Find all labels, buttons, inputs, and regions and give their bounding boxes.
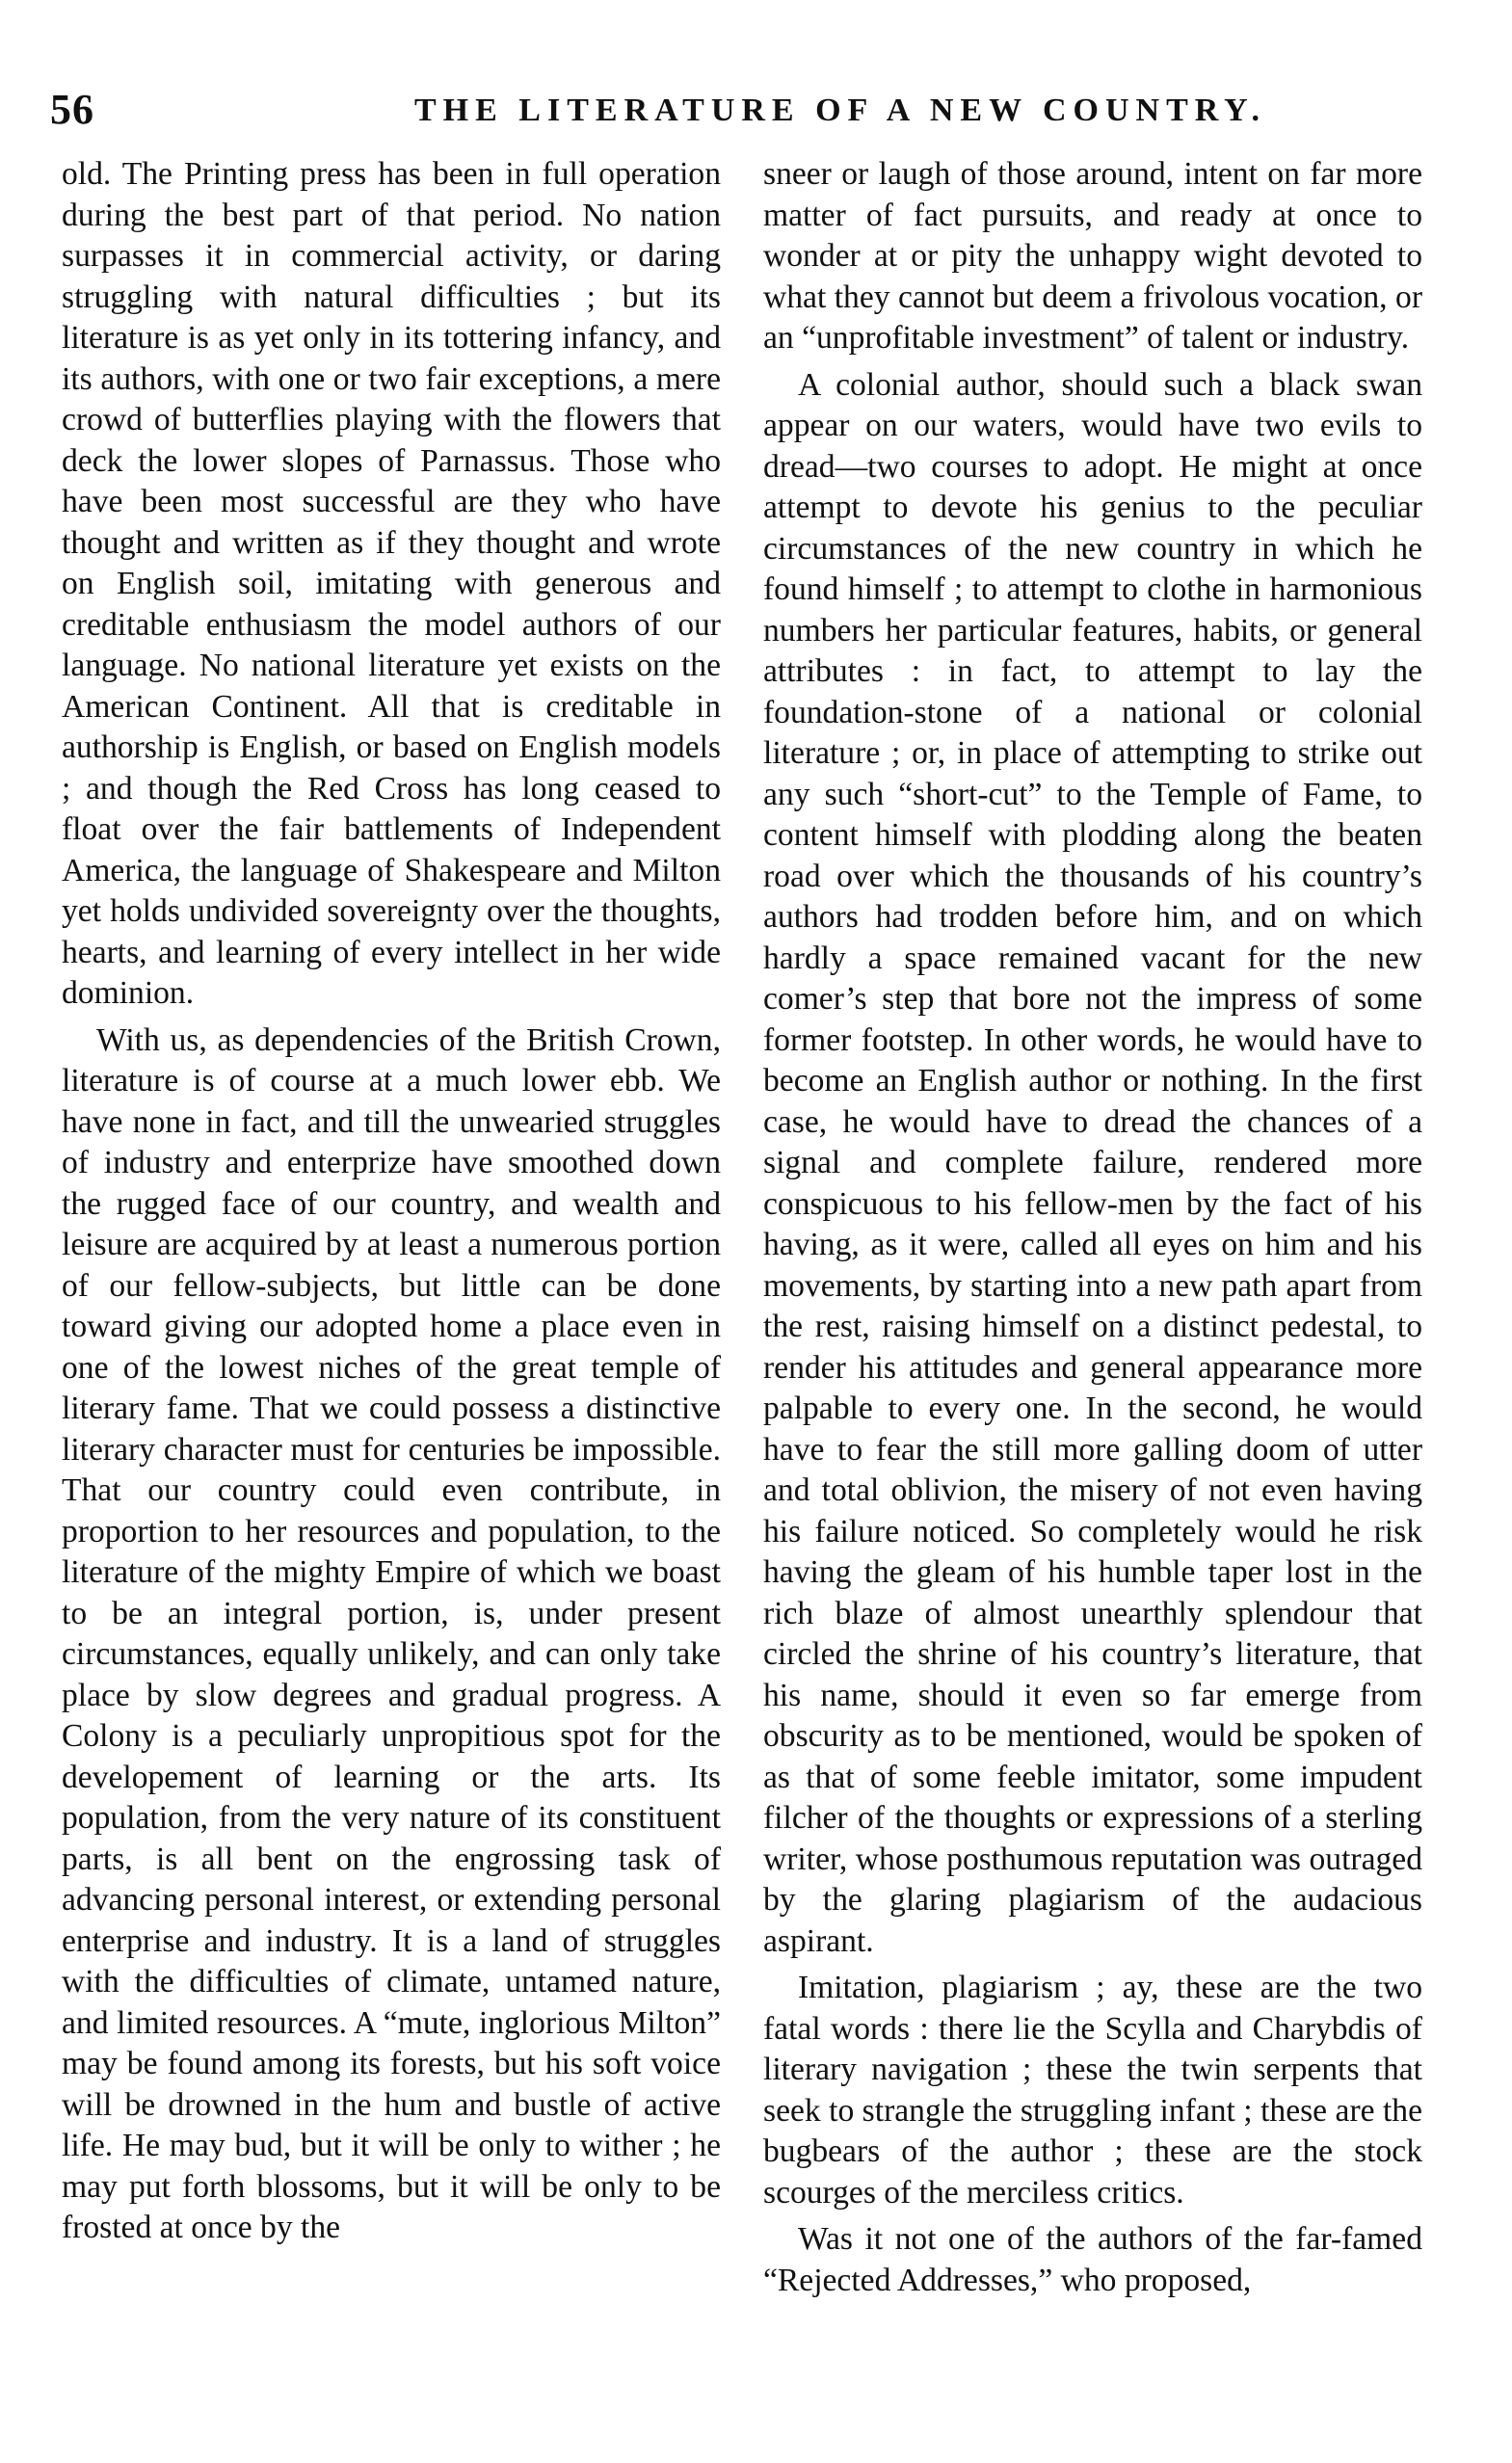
paragraph: sneer or laugh of those around, intent on far more matter of fact pursuits, and ready at once to wonder at or pity the unhappy wight devoted to what they cannot but deem a frivolous vocation, or an “unprofitable investment” of talent or industry. (763, 156, 1422, 356)
right-column (763, 154, 1422, 2301)
paragraph: Imitation, plagiarism ; ay, these are the two fatal words : there lie the Scylla and Charybdis of literary navigation ; these the twin serpents that seek to strangle the struggling infant ; these are the bugbears of the author ; these are the stock scourges of the merciless critics. (763, 1970, 1422, 2211)
paragraph: A colonial author, should such a black swan appear on our waters, would have two evils to dread—two courses to adopt. He might at once attempt to devote his genius to the peculiar circumstances of the new country in which he found himself ; to attempt to clothe in harmonious numbers her particular features, habits, or general attributes : in fact, to attempt to lay the foundation-stone of a national or colonial literature ; or, in place of attempting to strike out any such “short-cut” to the Temple of Fame, to content himself with plodding along the beaten road over which the thousands of his country’s authors had trodden before him, and on which hardly a space remained vacant for the new comer’s step that bore not the impress of some former footstep. In other words, he would have to become an English author or nothing. In the first case, he would have to dread the chances of a signal and complete failure, rendered more conspicuous to his fellow-men by the fact of his having, as it were, called all eyes on him and his movements, by starting into a new path apart from the rest, raising himself on a distinct pedestal, to render his attitudes and general appearance more palpable to every one. In the second, he would have to fear the still more galling doom of utter and total oblivion, the misery of not even having his failure noticed. So completely would he risk having the gleam of his humble taper lost in the rich blaze of almost unearthly splendour that circled the shrine of his country’s literature, that his name, should it even so far emerge from obscurity as to be mentioned, would be spoken of as that of some feeble imitator, some impudent filcher of the thoughts or expressions of a sterling writer, whose posthumous reputation was outraged by the glaring plagiarism of the audacious aspirant. (763, 366, 1422, 1959)
paragraph: With us, as dependencies of the British Crown, literature is of course at a much lower ebb. We have none in fact, and till the unwearied struggles of industry and enterprize have smoothed down the rugged face of our country, and wealth and leisure are acquired by at least a numerous portion of our fellow-subjects, but little can be done toward giving our adopted home a place even in one of the lowest niches of the great temple of literary fame. That we could possess a distinctive literary character must for centuries be impossible. That our country could even contribute, in proportion to her resources and population, to the literature of the mighty Empire of which we boast to be an integral portion, is, under present circumstances, equally unlikely, and can only take place by slow degrees and gradual progress. A Colony is a peculiarly unpropitious spot for the developement of learning or the arts. Its population, from the very nature of its constituent parts, is all bent on the engrossing task of advancing personal interest, or extending personal enterprise and industry. It is a land of struggles with the difficulties of climate, untamed nature, and limited resources. A “mute, inglorious Milton” may be found among its forests, but his soft voice will be drowned in the hum and bustle of active life. He may bud, but it will be only to wither ; he may put forth blossoms, but it will be only to be frosted at once by the (62, 1021, 721, 2245)
paragraph: Was it not one of the authors of the far-famed “Rejected Addresses,” who proposed, (763, 2221, 1422, 2298)
page-number: 56 (50, 86, 94, 133)
paragraph: old. The Printing press has been in full operation during the best part of that period. No nation surpasses it in commercial activity, or daring struggling with natural difficulties ; but its literature is as yet only in its tottering infancy, and its authors, with one or two fair exceptions, a mere crowd of butterflies playing with the flowers that deck the lower slopes of Parnassus. Those who have been most successful are they who have thought and written as if they thought and wrote on English soil, imitating with generous and creditable enthusiasm the model authors of our language. No national literature yet exists on the American Continent. All that is creditable in authorship is English, or based on English models ; and though the Red Cross has long ceased to float over the fair battlements of Independent America, the language of Shakespeare and Milton yet holds undivided sovereignty over the thoughts, hearts, and learning of every intellect in her wide dominion. (62, 156, 721, 1011)
left-column (62, 154, 721, 2249)
running-title: THE LITERATURE OF A NEW COUNTRY. (414, 93, 1267, 128)
